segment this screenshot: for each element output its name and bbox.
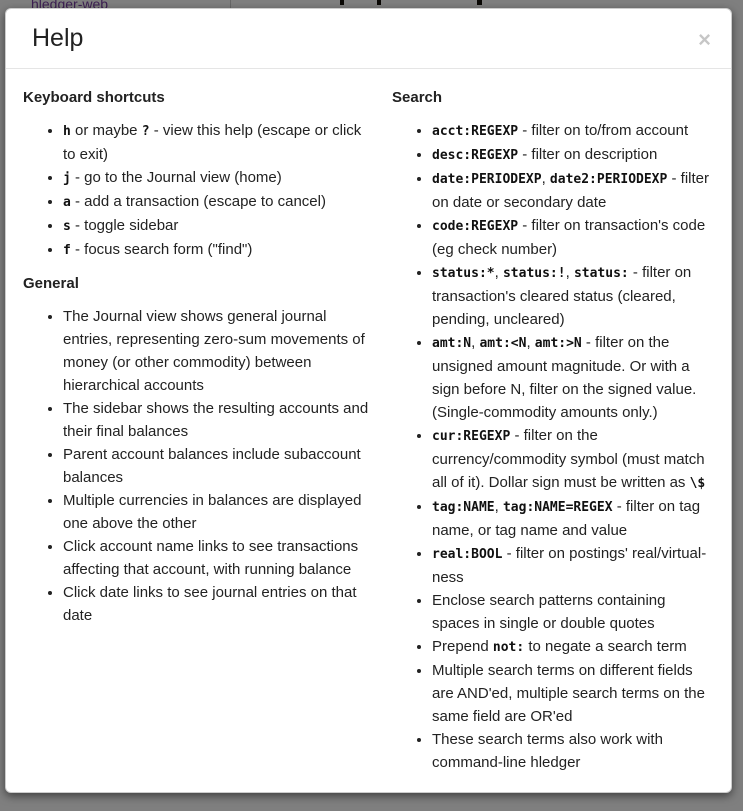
inline-code: status:* [432, 266, 495, 281]
inline-code: amt:N [432, 336, 472, 351]
list-item: • real:BOOL - filter on postings' real/virtual-ness [432, 542, 714, 589]
help-section [23, 272, 370, 627]
list-item: • amt:N, amt:<N, amt:>N - filter on the unsigned amount magnitude. Or with a sign before N, filter on the signed value. (Single-commodity amounts only.) [432, 331, 714, 424]
list-item: • The sidebar shows the resulting accounts and their final balances [63, 397, 370, 443]
modal-title: Help [32, 24, 84, 52]
section-list [23, 305, 370, 627]
inline-code: \$ [689, 476, 706, 491]
help-section [23, 86, 370, 262]
list-item: • The Journal view shows general journal entries, representing zero-sum movements of money (or other commodity) between hierarchical accounts [63, 305, 370, 397]
list-item: • Multiple currencies in balances are displayed one above the other [63, 489, 370, 535]
inline-code: cur:REGEXP [432, 429, 511, 444]
inline-code: tag:NAME=REGEX [502, 500, 613, 515]
list-item: • These search terms also work with command-line hledger [432, 728, 714, 774]
inline-code: ? [141, 124, 150, 139]
list-item: • Parent account balances include subaccount balances [63, 443, 370, 489]
list-item: • code:REGEXP - filter on transaction's code (eg check number) [432, 214, 714, 261]
list-item: • Multiple search terms on different fields are AND'ed, multiple search terms on the same field are OR'ed [432, 659, 714, 728]
section-list [392, 119, 714, 774]
list-item: • Click account name links to see transactions affecting that account, with running balance [63, 535, 370, 581]
inline-code: a [63, 195, 71, 210]
inline-code: amt:>N [534, 336, 582, 351]
inline-code: code:REGEXP [432, 219, 519, 234]
inline-code: s [63, 219, 71, 234]
list-item: • acct:REGEXP - filter on to/from account [432, 119, 714, 143]
inline-code: not: [492, 640, 525, 655]
list-item: • j - go to the Journal view (home) [63, 166, 370, 190]
inline-code: f [63, 243, 71, 258]
list-item: • status:*, status:!, status: - filter on transaction's cleared status (cleared, pending, uncleared) [432, 261, 714, 331]
list-item: • f - focus search form ("find") [63, 238, 370, 262]
inline-code: status:! [502, 266, 566, 281]
modal-header [6, 9, 731, 69]
list-item: • h or maybe ? - view this help (escape or click to exit) [63, 119, 370, 166]
section-heading: General [23, 275, 79, 292]
inline-code: amt:<N [479, 336, 527, 351]
inline-code: date:PERIODEXP [432, 172, 542, 187]
list-item: • Click date links to see journal entries on that date [63, 581, 370, 627]
section-heading: Keyboard shortcuts [23, 89, 165, 106]
list-item: • tag:NAME, tag:NAME=REGEX - filter on tag name, or tag name and value [432, 495, 714, 542]
inline-code: desc:REGEXP [432, 148, 519, 163]
list-item: • cur:REGEXP - filter on the currency/commodity symbol (must match all of it). Dollar sign must be written as \$ [432, 424, 714, 495]
list-item: • a - add a transaction (escape to cancel) [63, 190, 370, 214]
inline-code: real:BOOL [432, 547, 503, 562]
help-column-right [370, 86, 714, 784]
help-column-left [23, 86, 370, 637]
modal-body [6, 69, 731, 784]
inline-code: tag:NAME [432, 500, 495, 515]
inline-code: status: [573, 266, 629, 281]
list-item: • s - toggle sidebar [63, 214, 370, 238]
list-item: • Prepend not: to negate a search term [432, 635, 714, 659]
section-list [23, 119, 370, 262]
inline-code: date2:PERIODEXP [549, 172, 668, 187]
list-item: • desc:REGEXP - filter on description [432, 143, 714, 167]
close-icon[interactable]: × [698, 27, 711, 52]
list-item: • date:PERIODEXP, date2:PERIODEXP - filter on date or secondary date [432, 167, 714, 214]
inline-code: j [63, 171, 71, 186]
inline-code: acct:REGEXP [432, 124, 519, 139]
inline-code: h [63, 124, 71, 139]
section-heading: Search [392, 89, 443, 106]
help-section [392, 86, 714, 774]
list-item: • Enclose search patterns containing spaces in single or double quotes [432, 589, 714, 635]
help-modal [5, 8, 732, 793]
